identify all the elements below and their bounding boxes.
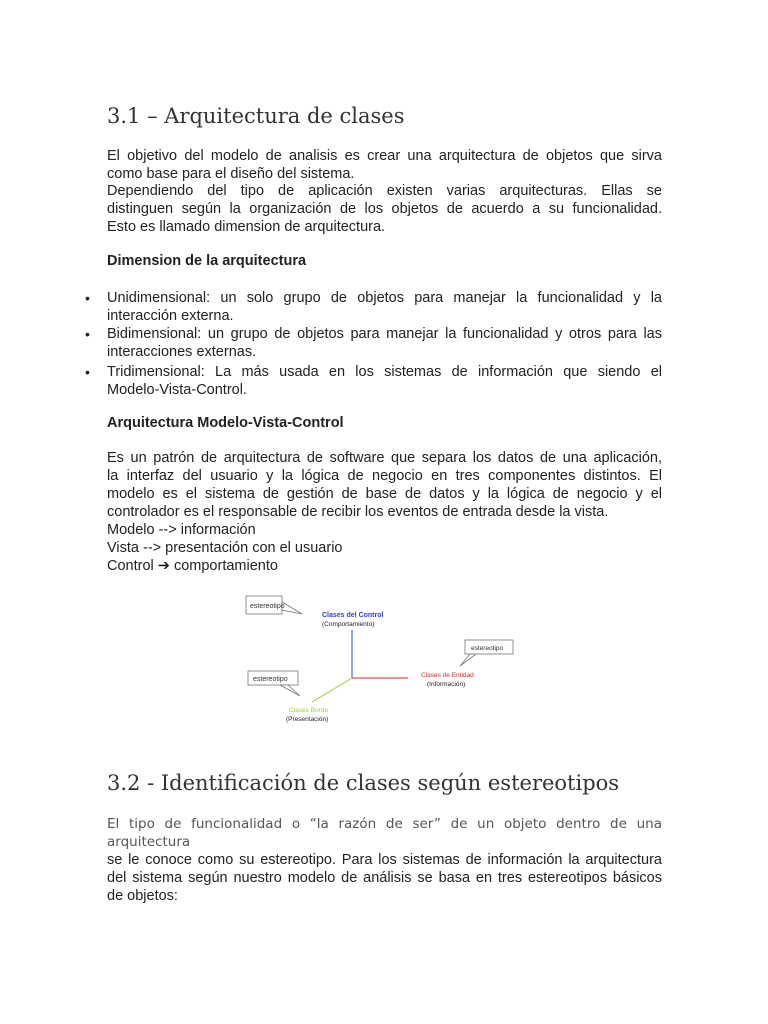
- mvc-diagram: [240, 590, 530, 730]
- section-3-2-title: 3.2 - Identificación de clases según estereotipos: [107, 771, 620, 795]
- text-line: como base para el diseño del sistema.: [107, 166, 355, 182]
- callout-pointer: [280, 685, 300, 696]
- mvc-modelo-line: Modelo --> información: [107, 522, 256, 538]
- text-line: Bidimensional: un grupo de objetos para manejar la funcionalidad y otros para las: [107, 326, 662, 342]
- text-line: controlador es el responsable de recibir los eventos de entrada desde la vista.: [107, 504, 609, 520]
- stereotype-label: estereotipo: [253, 676, 288, 683]
- text-line: Es un patrón de arquitectura de software que separa los datos de una aplicación,: [107, 450, 662, 466]
- text-line: modelo es el sistema de gestión de base de datos y la lógica de negocio y el: [107, 486, 662, 502]
- border-classes-title: Clases Borde: [289, 707, 329, 714]
- border-classes-subtitle: (Presentación): [286, 716, 329, 723]
- bullet-icon: •: [85, 326, 90, 342]
- border-axis: [312, 678, 352, 702]
- list-item: [85, 325, 662, 361]
- bullet-icon: •: [85, 364, 90, 380]
- control-text: comportamiento: [173, 558, 278, 574]
- mvc-control-line: [107, 557, 662, 575]
- text-line: Esto es llamado dimension de arquitectura.: [107, 219, 386, 235]
- bullet-icon: •: [85, 290, 90, 306]
- stereotype-label: estereotipo: [471, 645, 504, 652]
- intro-paragraph-1: [107, 147, 662, 183]
- control-classes-subtitle: (Comportamiento): [322, 621, 375, 628]
- text-line: Modelo-Vista-Control.: [107, 382, 247, 398]
- text-line: distinguen según la organización de los objetos de acuerdo a su funcionalidad.: [107, 201, 662, 217]
- text-line: de objetos:: [107, 888, 178, 904]
- text-line: se le conoce como su estereotipo. Para los sistemas de información la arquitectura: [107, 852, 662, 868]
- mvc-paragraph: [107, 449, 662, 575]
- control-label: Control: [107, 558, 154, 574]
- right-arrow-icon: ➔: [157, 558, 170, 574]
- list-item: [85, 363, 662, 399]
- text-line: interacción externa.: [107, 308, 234, 324]
- text-line: El tipo de funcionalidad o “la razón de ser” de un objeto dentro de una arquitectura: [107, 816, 662, 850]
- subheading-mvc: Arquitectura Modelo-Vista-Control: [107, 415, 344, 431]
- callout-pointer: [460, 654, 476, 666]
- text-line: interacciones externas.: [107, 344, 257, 360]
- text-line: El objetivo del modelo de analisis es crear una arquitectura de objetos que sirva: [107, 148, 662, 164]
- stereotype-label: estereotipo: [250, 603, 285, 610]
- entity-classes-subtitle: (Información): [427, 681, 466, 688]
- stereotypes-paragraph: [107, 815, 662, 905]
- subheading-dimension: Dimension de la arquitectura: [107, 253, 307, 269]
- mvc-vista-line: Vista --> presentación con el usuario: [107, 540, 343, 556]
- control-classes-title: Clases del Control: [322, 612, 384, 619]
- intro-paragraph-2: [107, 182, 662, 236]
- text-line: del sistema según nuestro modelo de análisis se basa en tres estereotipos básicos: [107, 870, 662, 886]
- section-3-1-title: 3.1 – Arquitectura de clases: [107, 104, 405, 128]
- callout-pointer: [282, 602, 302, 614]
- entity-classes-title: Clases de Entidad: [421, 672, 474, 679]
- text-line: Dependiendo del tipo de aplicación existen varias arquitecturas. Ellas se: [107, 183, 662, 199]
- text-line: la interfaz del usuario y la lógica de negocio en tres componentes distintos. El: [107, 468, 662, 484]
- text-line: Tridimensional: La más usada en los sistemas de información que siendo el: [107, 364, 662, 380]
- list-item: [85, 289, 662, 325]
- text-line: Unidimensional: un solo grupo de objetos para manejar la funcionalidad y la: [107, 290, 662, 306]
